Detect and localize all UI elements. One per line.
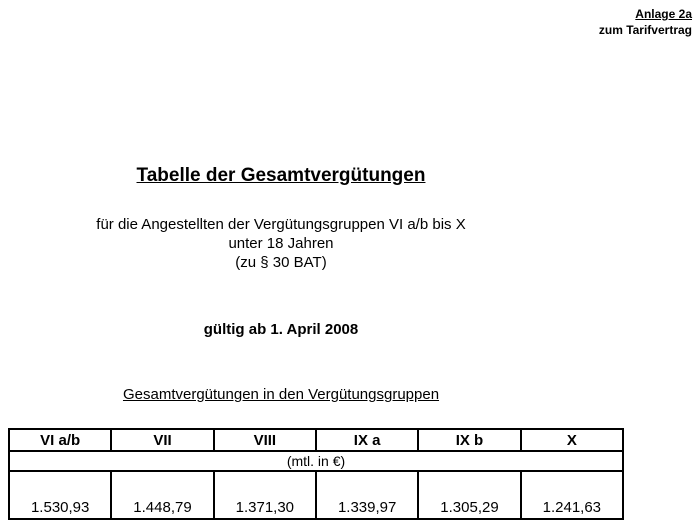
- column-header: VII: [111, 429, 213, 451]
- attachment-label: Anlage 2a: [635, 7, 692, 21]
- table-cell: 1.305,29: [418, 471, 520, 519]
- attachment-reference: zum Tarifvertrag: [598, 23, 692, 37]
- table-cell: 1.371,30: [214, 471, 316, 519]
- subtitle-line-3: (zu § 30 BAT): [235, 254, 327, 271]
- attachment-header: [599, 6, 692, 38]
- table-caption: Gesamtvergütungen in den Vergütungsgruppen: [122, 386, 440, 403]
- column-header: VIII: [214, 429, 316, 451]
- table-cell: 1.339,97: [316, 471, 418, 519]
- document-title: Tabelle der Gesamtvergütungen: [136, 165, 426, 186]
- table-cell: 1.448,79: [111, 471, 213, 519]
- subtitle-line-1: für die Angestellten der Vergütungsgruppen VI a/b bis X: [96, 216, 466, 233]
- column-header: IX a: [316, 429, 418, 451]
- column-header: VI a/b: [9, 429, 111, 451]
- subtitle-line-2: unter 18 Jahren: [228, 235, 334, 252]
- table-cell: 1.241,63: [521, 471, 623, 519]
- table-row: [9, 471, 623, 519]
- column-header: IX b: [418, 429, 520, 451]
- validity-date: gültig ab 1. April 2008: [203, 321, 359, 338]
- table-header-row: [9, 429, 623, 451]
- pay-table: [8, 428, 624, 520]
- column-header: X: [521, 429, 623, 451]
- document-subtitle: [0, 215, 562, 272]
- unit-label: (mtl. in €): [9, 451, 623, 471]
- table-cell: 1.530,93: [9, 471, 111, 519]
- unit-row: [9, 451, 623, 471]
